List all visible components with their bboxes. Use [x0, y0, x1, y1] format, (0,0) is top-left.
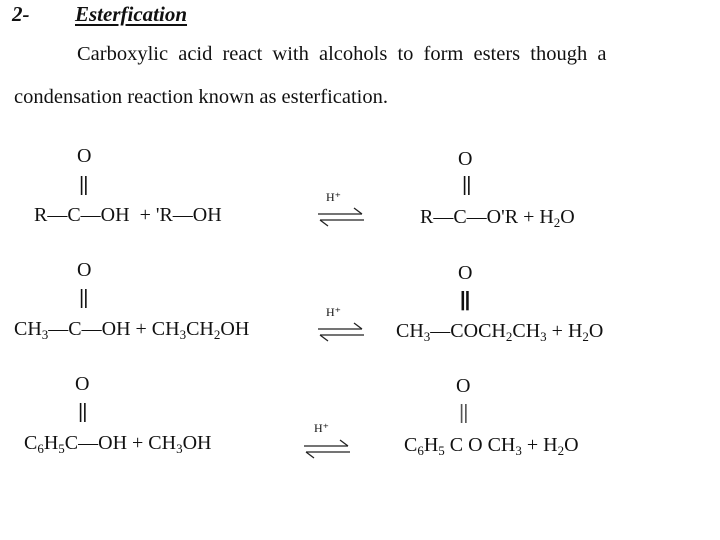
reaction-1-products: R—C—O'R + $H_2O$	[420, 206, 575, 230]
equilibrium-arrow-icon	[316, 205, 368, 229]
reactant-double-bond: ||	[79, 287, 88, 309]
reaction-3-products: $C_6H_5$ C O $CH_3 + H_2O$	[404, 434, 579, 458]
reaction-2-catalyst: H⁺	[326, 305, 341, 319]
reaction-3-catalyst: H⁺	[314, 421, 329, 435]
reaction-2-products: $CH_3—COCH_2CH_3 + H_2O$	[396, 320, 604, 344]
reactant-double-bond: ||	[79, 174, 88, 196]
paragraph-line-1: Carboxylic acid react with alcohols to form esters though a	[77, 43, 607, 65]
product-double-bond: ||	[460, 289, 470, 311]
reaction-1-catalyst: H⁺	[326, 190, 341, 204]
reactant-carbonyl-oxygen: O	[77, 259, 92, 281]
paragraph-line-2: condensation reaction known as esterfication.	[14, 86, 388, 108]
reaction-1-reactants: R—C—OH + 'R—OH	[34, 204, 222, 226]
reaction-2-reactants: $CH_3—C—OH + CH_3CH_2OH$	[14, 318, 250, 342]
reaction-3-reactants: $C_6H_5C—OH + CH_3OH$	[24, 432, 212, 456]
section-number: 2-	[12, 2, 30, 26]
reactant-carbonyl-oxygen: O	[75, 373, 90, 395]
product-double-bond: ||	[459, 402, 468, 424]
section-title: Esterfication	[75, 2, 188, 26]
reactant-double-bond: ||	[78, 401, 87, 423]
product-carbonyl-oxygen: O	[458, 262, 473, 284]
product-carbonyl-oxygen: O	[458, 148, 473, 170]
product-carbonyl-oxygen: O	[456, 375, 471, 397]
reactant-carbonyl-oxygen: O	[77, 145, 92, 167]
equilibrium-arrow-icon	[316, 320, 368, 344]
equilibrium-arrow-icon	[302, 437, 354, 461]
product-double-bond: ||	[462, 174, 471, 196]
